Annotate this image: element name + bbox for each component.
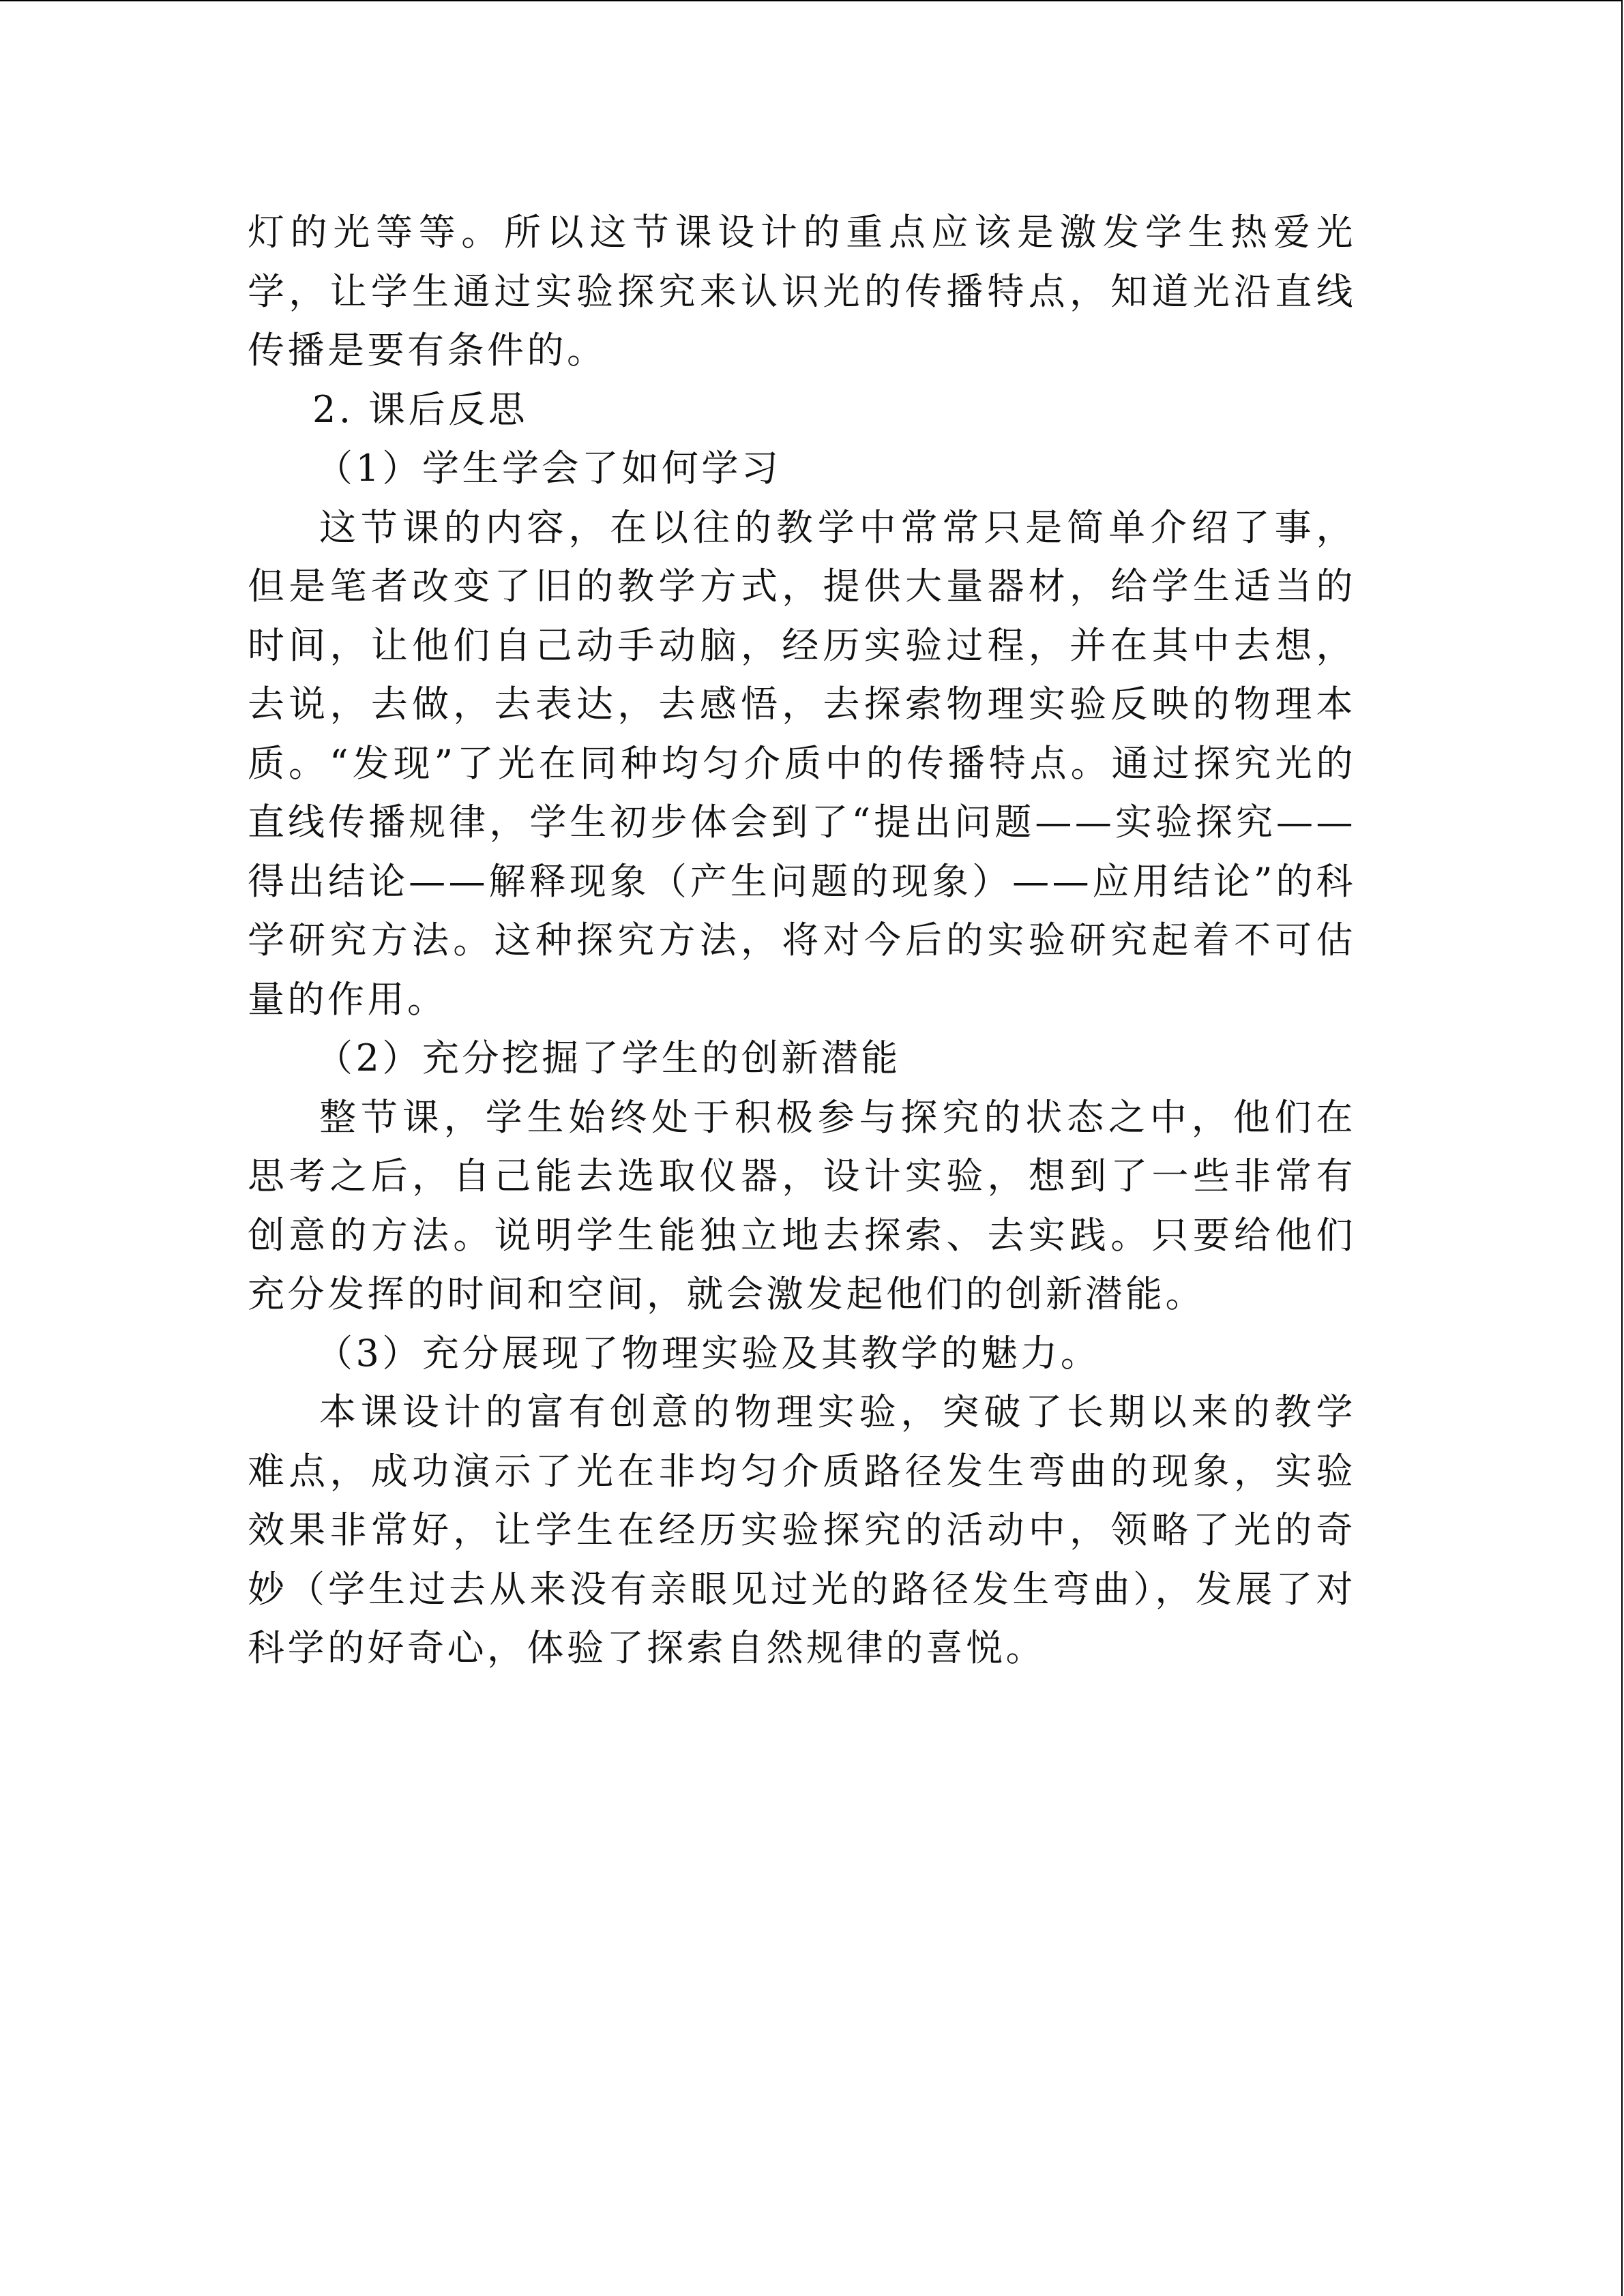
section-heading: 2. 课后反思 xyxy=(312,387,529,431)
subsection-body-2: 整节课，学生始终处于积极参与探究的状态之中，他们在思考之后，自己能去选取仪器，设计实验，想到了一些非常有创意的方法。说明学生能独立地去探索、去实践。只要给他们充分发挥的时间和空间，就会激发起他们的创新潜能。 xyxy=(248,1095,1356,1315)
document-body xyxy=(248,203,1356,1678)
subsection-heading-2: （2）充分挖掘了学生的创新潜能 xyxy=(316,1037,901,1079)
subsection-body-1: 这节课的内容，在以往的教学中常常只是简单介绍了事，但是笔者改变了旧的教学方式，提供大量器材，给学生适当的时间，让他们自己动手动脑，经历实验过程，并在其中去想，去说，去做，去表达，去感悟，去探索物理实验反映的物理本质。“发现”了光在同种均匀介质中的传播特点。通过探究光的直线传播规律，学生初步体会到了“提出问题——实验探究——得出结论——解释现象（产生问题的现象）——应用结论”的科学研究方法。这种探究方法，将对今后的实验研究起着不可估量的作用。 xyxy=(248,505,1356,1021)
continued-paragraph: 灯的光等等。所以这节课设计的重点应该是激发学生热爱光学，让学生通过实验探究来认识光的传播特点，知道光沿直线传播是要有条件的。 xyxy=(248,211,1356,372)
subsection-body-3: 本课设计的富有创意的物理实验，突破了长期以来的教学难点，成功演示了光在非均匀介质路径发生弯曲的现象，实验效果非常好，让学生在经历实验探究的活动中，领略了光的奇妙（学生过去从来没有亲眼见过光的路径发生弯曲），发展了对科学的好奇心，体验了探索自然规律的喜悦。 xyxy=(248,1390,1356,1669)
subsection-heading-3: （3）充分展现了物理实验及其教学的魅力。 xyxy=(316,1331,1101,1375)
subsection-heading-1: （1）学生学会了如何学习 xyxy=(316,447,782,490)
